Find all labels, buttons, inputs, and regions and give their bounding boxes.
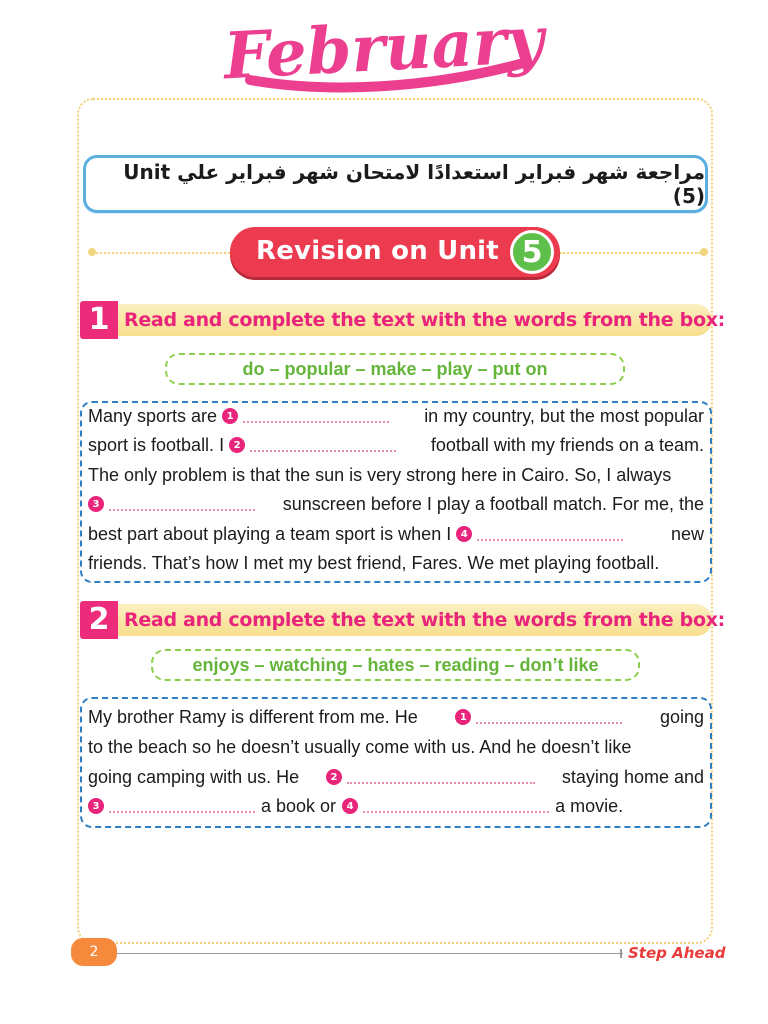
ex2-blank-3[interactable] [109,799,255,813]
ex1-line-2 [88,433,704,457]
revision-banner [230,227,560,277]
ex1-line-3 [88,463,704,487]
exercise-2-words: enjoys – watching – hates – reading – don’t like [192,654,599,675]
ex1-line-3-text: The only problem is that the sun is very strong here in Cairo. So, I always [88,464,672,485]
exercise-1-word-box [165,353,625,385]
decor-line-left [96,252,230,254]
ex1-blank-4[interactable] [477,527,623,541]
footer-rule-tick [620,949,622,958]
ex2-line-2 [88,735,704,759]
decor-line-right [560,252,700,254]
ex2-line-4 [88,794,704,818]
ex2-blank-number-1: 1 [455,709,471,725]
intro-heading-box [83,155,708,213]
ex2-blank-number-4: 4 [342,798,358,814]
page-number: 2 [71,938,117,966]
exercise-1-words: do – popular – make – play – put on [242,358,548,379]
ex1-line-1 [88,404,704,428]
ex1-line-2-part-a: sport is football. I [88,434,225,455]
ex2-line-2-text: to the beach so he doesn’t usually come with us. And he doesn’t like [88,736,632,757]
ex2-line-4-part-b: a movie. [555,795,624,816]
ex1-blank-number-4: 4 [456,526,472,542]
ex1-line-4 [88,492,704,516]
ex1-blank-3[interactable] [109,497,255,511]
ex1-line-6 [88,551,704,575]
ex1-blank-number-2: 2 [229,437,245,453]
ex1-blank-2[interactable] [250,438,396,452]
exercise-1-instruction: Read and complete the text with the words from the box: [124,309,725,331]
ex2-line-1 [88,705,704,729]
ex1-line-2-part-b: football with my friends on a team. [430,434,704,455]
ex1-blank-number-1: 1 [222,408,238,424]
exercise-1-number: 1 [80,301,118,339]
ex2-line-1-part-a: My brother Ramy is different from me. He [88,706,418,727]
month-title [0,2,768,98]
unit-number-badge: 5 [510,230,554,274]
ex2-line-3-part-a: going camping with us. He [88,766,300,787]
ex1-line-5 [88,522,704,546]
exercise-2-instruction: Read and complete the text with the words from the box: [124,609,725,631]
ex1-line-4-text: sunscreen before I play a football match. For me, the [282,493,704,514]
exercise-2-text-box [80,697,712,828]
ex1-line-5-part-b: new [670,523,704,544]
decor-dot-left [88,248,96,256]
ex2-blank-number-3: 3 [88,798,104,814]
exercise-2-word-box [151,649,640,681]
footer-rule [117,953,623,954]
ex2-line-4-part-a: a book or [261,795,337,816]
exercise-1-header [80,301,725,339]
ex1-line-6-text: friends. That’s how I met my best friend, Fares. We met playing football. [88,552,660,573]
ex1-blank-1[interactable] [243,409,389,423]
exercise-2-header [80,601,725,639]
ex1-line-1-part-b: in my country, but the most popular [424,405,704,426]
ex2-line-3 [88,765,704,789]
ex1-line-5-part-a: best part about playing a team sport is when I [88,523,452,544]
ex2-blank-4[interactable] [363,799,549,813]
ex1-blank-number-3: 3 [88,496,104,512]
ex1-line-1-part-a: Many sports are [88,405,218,426]
exercise-2-number: 2 [80,601,118,639]
footer-brand: Step Ahead [628,944,726,962]
decor-dot-right [700,248,708,256]
revision-label: Revision on Unit [256,236,499,266]
ex2-blank-2[interactable] [347,770,535,784]
ex2-line-3-part-b: staying home and [561,766,704,787]
intro-heading: مراجعة شهر فبراير استعدادًا لامتحان شهر فبراير علي Unit (5) [123,160,705,208]
ex2-blank-1[interactable] [476,710,622,724]
exercise-1-text-box [80,401,712,583]
month-title-text: February [222,2,546,95]
ex2-blank-number-2: 2 [326,769,342,785]
ex2-line-1-part-b: going [659,706,704,727]
